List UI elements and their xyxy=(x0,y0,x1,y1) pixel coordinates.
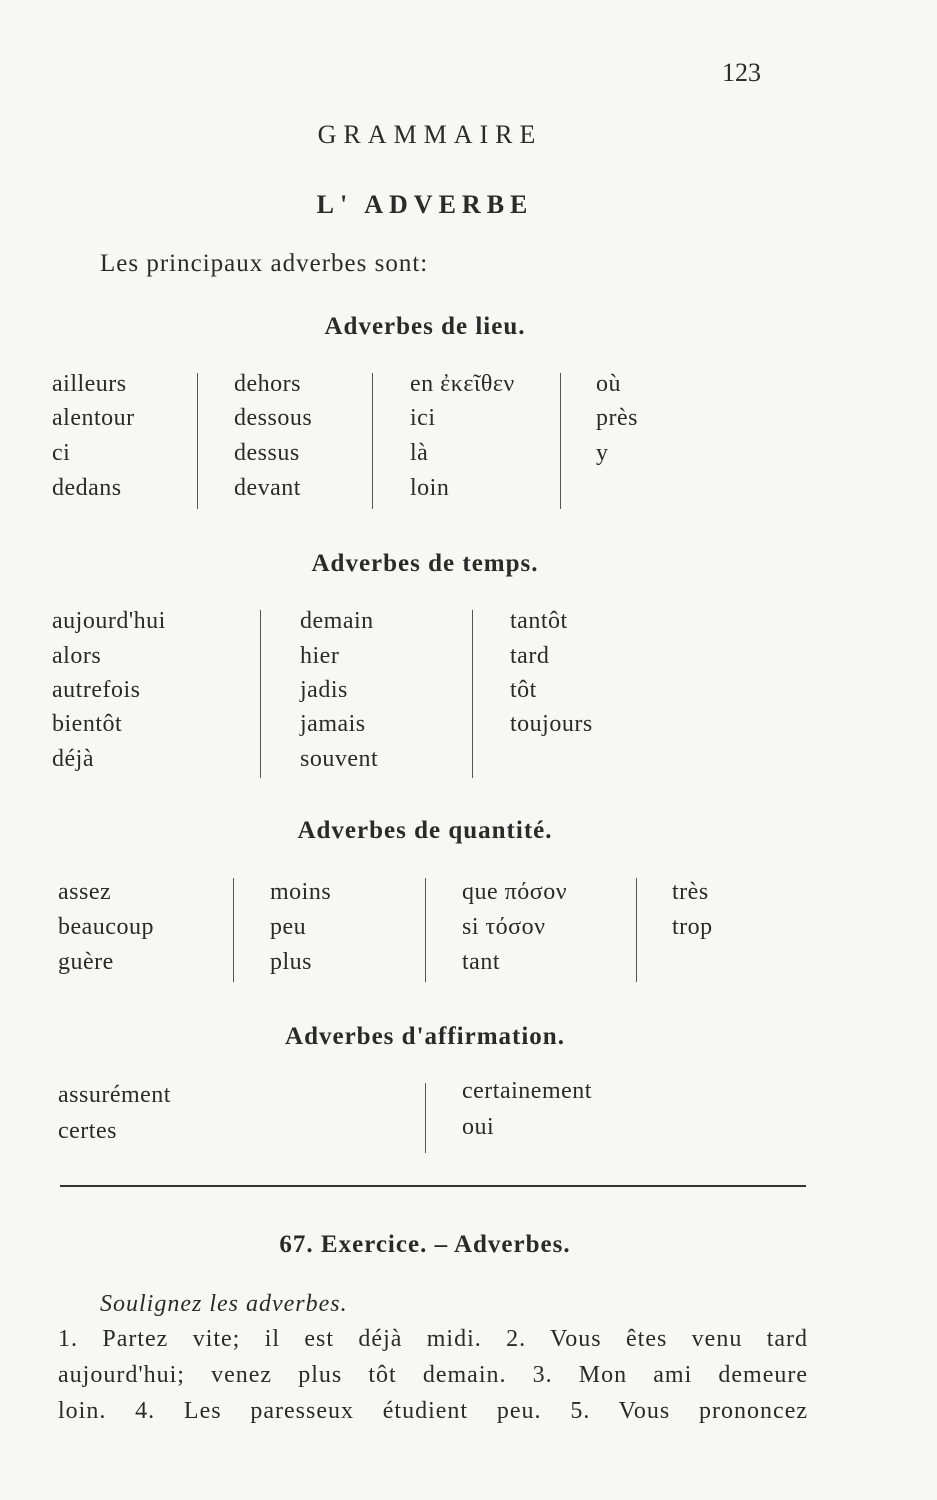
cell: en ἐκεῖθεν xyxy=(410,371,515,397)
cell: déjà xyxy=(52,746,94,772)
cell: hier xyxy=(300,643,340,669)
cell: demain xyxy=(300,608,374,634)
column-divider xyxy=(636,878,637,982)
column-divider xyxy=(197,373,198,509)
cell: ici xyxy=(410,405,436,431)
cell: aujourd'hui xyxy=(52,608,166,634)
cell: très xyxy=(672,879,709,905)
exercise-line: loin. 4. Les paresseux étudient peu. 5. Vous prononcez xyxy=(58,1398,808,1424)
exercise-title: 67. Exercice. – Adverbes. xyxy=(279,1231,571,1258)
subsection-title: L' ADVERBE xyxy=(316,190,534,219)
cell: ailleurs xyxy=(52,371,127,397)
cell: certainement xyxy=(462,1078,592,1104)
column-divider xyxy=(560,373,561,509)
heading-lieu: Adverbes de lieu. xyxy=(324,313,526,340)
exercise-instruction: Soulignez les adverbes. xyxy=(100,1291,348,1317)
column-divider xyxy=(472,610,473,778)
cell: tant xyxy=(462,949,500,975)
intro-text: Les principaux adverbes sont: xyxy=(100,250,429,277)
horizontal-rule xyxy=(60,1185,806,1187)
cell: guère xyxy=(58,949,114,975)
cell: dedans xyxy=(52,475,122,501)
cell: dehors xyxy=(234,371,301,397)
cell: près xyxy=(596,405,638,431)
cell: devant xyxy=(234,475,301,501)
cell: assez xyxy=(58,879,112,905)
column-divider xyxy=(425,1083,426,1153)
cell: toujours xyxy=(510,711,593,737)
cell: trop xyxy=(672,914,713,940)
section-title: GRAMMAIRE xyxy=(317,120,543,149)
cell: alentour xyxy=(52,405,135,431)
cell: oui xyxy=(462,1114,495,1140)
cell: où xyxy=(596,371,621,397)
cell: tard xyxy=(510,643,550,669)
exercise-line: 1. Partez vite; il est déjà midi. 2. Vous êtes venu tard xyxy=(58,1326,808,1352)
cell: assurément xyxy=(58,1082,171,1108)
cell: tantôt xyxy=(510,608,568,634)
cell: si τόσον xyxy=(462,914,546,940)
cell: certes xyxy=(58,1118,117,1144)
cell: autrefois xyxy=(52,677,141,703)
cell: moins xyxy=(270,879,332,905)
cell: ci xyxy=(52,440,71,466)
cell: peu xyxy=(270,914,307,940)
cell: beaucoup xyxy=(58,914,154,940)
column-divider xyxy=(233,878,234,982)
cell: bientôt xyxy=(52,711,123,737)
column-divider xyxy=(372,373,373,509)
cell: tôt xyxy=(510,677,537,703)
cell: dessous xyxy=(234,405,313,431)
cell: y xyxy=(596,440,609,466)
heading-affirmation: Adverbes d'affirmation. xyxy=(285,1023,565,1050)
cell: alors xyxy=(52,643,102,669)
cell: plus xyxy=(270,949,313,975)
cell: jadis xyxy=(300,677,348,703)
cell: que πόσον xyxy=(462,879,568,905)
heading-temps: Adverbes de temps. xyxy=(311,550,539,577)
cell: dessus xyxy=(234,440,300,466)
cell: là xyxy=(410,440,429,466)
heading-quantite: Adverbes de quantité. xyxy=(297,817,553,844)
exercise-line: aujourd'hui; venez plus tôt demain. 3. Mon ami demeure xyxy=(58,1362,808,1388)
cell: jamais xyxy=(300,711,366,737)
cell: souvent xyxy=(300,746,379,772)
cell: loin xyxy=(410,475,450,501)
column-divider xyxy=(260,610,261,778)
page-number: 123 xyxy=(722,58,761,87)
column-divider xyxy=(425,878,426,982)
